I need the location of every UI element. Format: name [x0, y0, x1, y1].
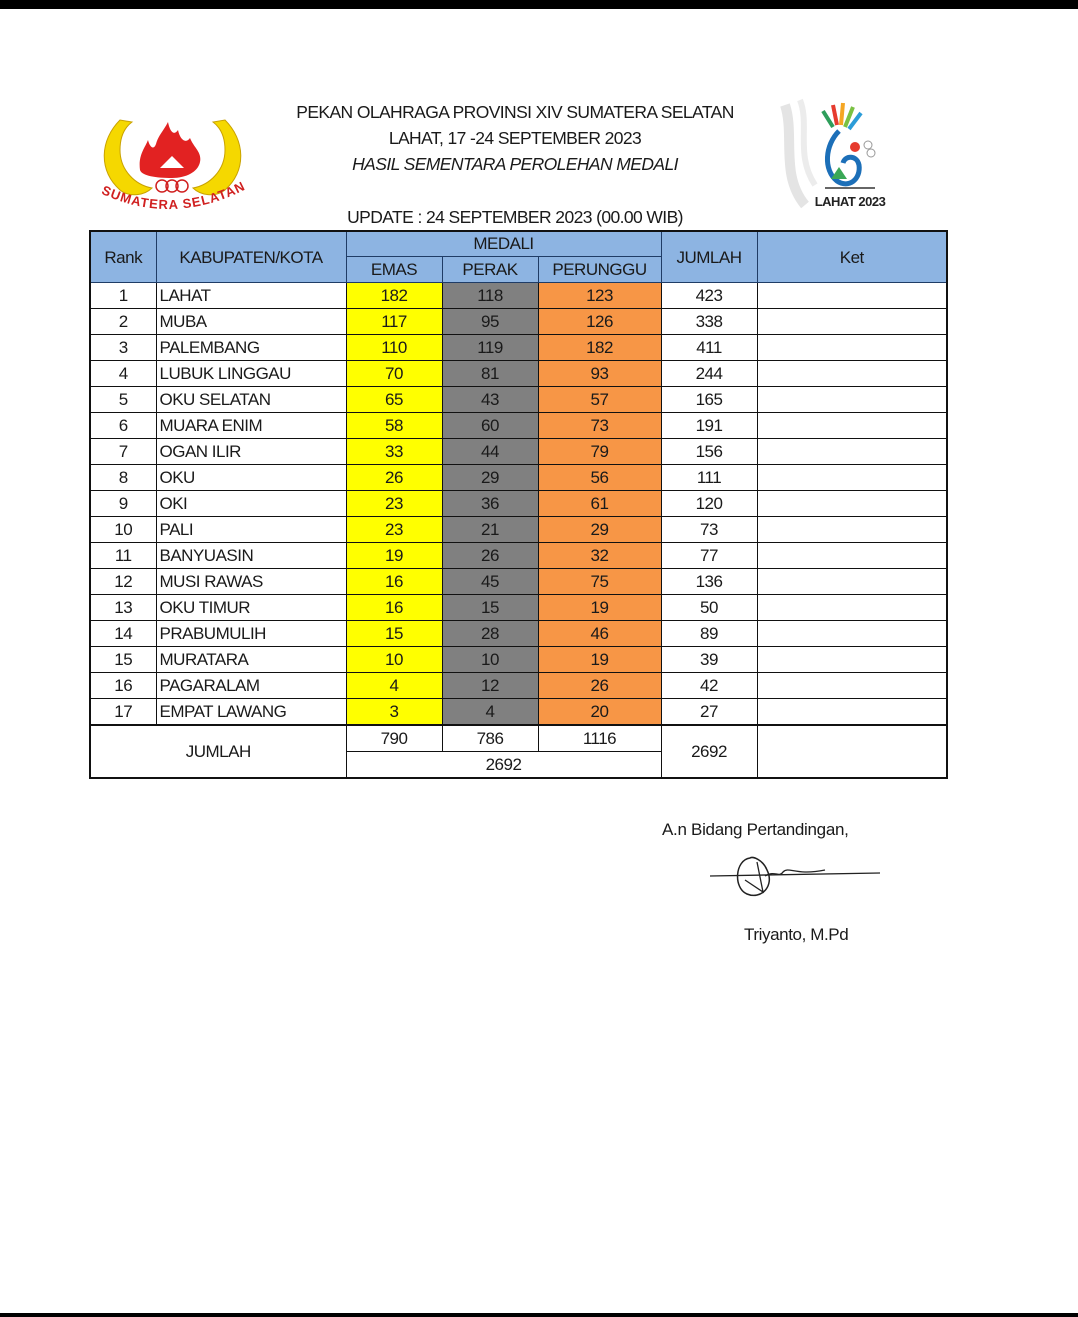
remarks-cell — [757, 361, 947, 387]
standings-body — [90, 283, 947, 726]
region-name-cell: OKU SELATAN — [156, 387, 346, 413]
gold-count-cell: 16 — [346, 595, 442, 621]
silver-count-cell: 119 — [442, 335, 538, 361]
header-region: KABUPATEN/KOTA — [156, 231, 346, 283]
bronze-count-cell: 32 — [538, 543, 661, 569]
remarks-cell — [757, 309, 947, 335]
silver-count-cell: 81 — [442, 361, 538, 387]
silver-count-cell: 43 — [442, 387, 538, 413]
total-count-cell: 191 — [661, 413, 757, 439]
remarks-cell — [757, 517, 947, 543]
silver-count-cell: 36 — [442, 491, 538, 517]
remarks-cell — [757, 647, 947, 673]
region-name-cell: PRABUMULIH — [156, 621, 346, 647]
silver-count-cell: 95 — [442, 309, 538, 335]
rank-cell: 9 — [90, 491, 156, 517]
total-jumlah: 2692 — [661, 725, 757, 778]
header-perunggu: PERUNGGU — [538, 257, 661, 283]
region-name-cell: EMPAT LAWANG — [156, 699, 346, 726]
header-perak: PERAK — [442, 257, 538, 283]
region-name-cell: BANYUASIN — [156, 543, 346, 569]
region-name-cell: MURATARA — [156, 647, 346, 673]
table-row — [90, 413, 947, 439]
silver-count-cell: 26 — [442, 543, 538, 569]
gold-count-cell: 117 — [346, 309, 442, 335]
silver-count-cell: 10 — [442, 647, 538, 673]
bronze-count-cell: 57 — [538, 387, 661, 413]
gold-count-cell: 26 — [346, 465, 442, 491]
silver-count-cell: 118 — [442, 283, 538, 309]
gold-count-cell: 182 — [346, 283, 442, 309]
handwritten-signature — [705, 848, 885, 910]
table-row — [90, 517, 947, 543]
bottom-border-bar — [0, 1313, 1078, 1317]
table-row — [90, 621, 947, 647]
document-subtitle: HASIL SEMENTARA PEROLEHAN MEDALI — [352, 154, 678, 174]
region-name-cell: PAGARALAM — [156, 673, 346, 699]
total-medal-sum: 2692 — [346, 752, 661, 779]
event-location-date: LAHAT, 17 -24 SEPTEMBER 2023 — [388, 128, 642, 148]
event-title: PEKAN OLAHRAGA PROVINSI XIV SUMATERA SELATAN — [296, 102, 734, 122]
rank-cell: 8 — [90, 465, 156, 491]
rank-cell: 6 — [90, 413, 156, 439]
region-name-cell: MUSI RAWAS — [156, 569, 346, 595]
remarks-cell — [757, 543, 947, 569]
medal-standings-table — [89, 230, 948, 779]
silver-count-cell: 12 — [442, 673, 538, 699]
svg-text:LAHAT 2023: LAHAT 2023 — [814, 194, 886, 209]
rank-cell: 14 — [90, 621, 156, 647]
rank-cell: 10 — [90, 517, 156, 543]
silver-count-cell: 45 — [442, 569, 538, 595]
table-row — [90, 309, 947, 335]
lahat-2023-logo — [775, 95, 895, 220]
total-count-cell: 136 — [661, 569, 757, 595]
bronze-count-cell: 19 — [538, 647, 661, 673]
total-count-cell: 89 — [661, 621, 757, 647]
silver-count-cell: 60 — [442, 413, 538, 439]
remarks-cell — [757, 621, 947, 647]
total-count-cell: 411 — [661, 335, 757, 361]
silver-count-cell: 28 — [442, 621, 538, 647]
remarks-cell — [757, 335, 947, 361]
bronze-count-cell: 19 — [538, 595, 661, 621]
gold-count-cell: 58 — [346, 413, 442, 439]
region-name-cell: OKU TIMUR — [156, 595, 346, 621]
table-row — [90, 465, 947, 491]
silver-count-cell: 29 — [442, 465, 538, 491]
gold-count-cell: 15 — [346, 621, 442, 647]
region-name-cell: LAHAT — [156, 283, 346, 309]
table-row — [90, 439, 947, 465]
rank-cell: 15 — [90, 647, 156, 673]
gold-count-cell: 16 — [346, 569, 442, 595]
region-name-cell: PALEMBANG — [156, 335, 346, 361]
rank-cell: 13 — [90, 595, 156, 621]
total-count-cell: 244 — [661, 361, 757, 387]
bronze-count-cell: 123 — [538, 283, 661, 309]
bronze-count-cell: 93 — [538, 361, 661, 387]
bronze-count-cell: 29 — [538, 517, 661, 543]
rank-cell: 3 — [90, 335, 156, 361]
rank-cell: 2 — [90, 309, 156, 335]
table-row — [90, 569, 947, 595]
bronze-count-cell: 79 — [538, 439, 661, 465]
remarks-cell — [757, 673, 947, 699]
rank-cell: 16 — [90, 673, 156, 699]
total-emas: 790 — [346, 725, 442, 752]
remarks-cell — [757, 595, 947, 621]
total-ket — [757, 725, 947, 778]
table-row — [90, 647, 947, 673]
bronze-count-cell: 182 — [538, 335, 661, 361]
bronze-count-cell: 61 — [538, 491, 661, 517]
update-timestamp: UPDATE : 24 SEPTEMBER 2023 (00.00 WIB) — [347, 207, 683, 227]
remarks-cell — [757, 387, 947, 413]
remarks-cell — [757, 413, 947, 439]
bronze-count-cell: 73 — [538, 413, 661, 439]
signatory-name: Triyanto, M.Pd — [744, 925, 849, 944]
remarks-cell — [757, 569, 947, 595]
total-count-cell: 50 — [661, 595, 757, 621]
silver-count-cell: 21 — [442, 517, 538, 543]
gold-count-cell: 33 — [346, 439, 442, 465]
gold-count-cell: 23 — [346, 491, 442, 517]
bronze-count-cell: 56 — [538, 465, 661, 491]
rank-cell: 12 — [90, 569, 156, 595]
region-name-cell: LUBUK LINGGAU — [156, 361, 346, 387]
header-jumlah: JUMLAH — [661, 231, 757, 283]
remarks-cell — [757, 465, 947, 491]
rank-cell: 4 — [90, 361, 156, 387]
bronze-count-cell: 26 — [538, 673, 661, 699]
bronze-count-cell: 126 — [538, 309, 661, 335]
remarks-cell — [757, 439, 947, 465]
remarks-cell — [757, 283, 947, 309]
total-count-cell: 39 — [661, 647, 757, 673]
rank-cell: 17 — [90, 699, 156, 726]
region-name-cell: OKI — [156, 491, 346, 517]
header-ket: Ket — [757, 231, 947, 283]
totals-row — [90, 725, 947, 752]
table-row — [90, 673, 947, 699]
table-row — [90, 543, 947, 569]
rank-cell: 1 — [90, 283, 156, 309]
total-count-cell: 111 — [661, 465, 757, 491]
total-count-cell: 77 — [661, 543, 757, 569]
bronze-count-cell: 46 — [538, 621, 661, 647]
silver-count-cell: 15 — [442, 595, 538, 621]
header-emas: EMAS — [346, 257, 442, 283]
total-perak: 786 — [442, 725, 538, 752]
gold-count-cell: 3 — [346, 699, 442, 726]
total-count-cell: 338 — [661, 309, 757, 335]
header-rank: Rank — [90, 231, 156, 283]
svg-text:SUMATERA SELATAN: SUMATERA SELATAN — [99, 178, 248, 213]
sumatera-selatan-logo — [90, 100, 255, 220]
region-name-cell: OKU — [156, 465, 346, 491]
total-count-cell: 423 — [661, 283, 757, 309]
table-row — [90, 361, 947, 387]
total-count-cell: 73 — [661, 517, 757, 543]
signature-label: A.n Bidang Pertandingan, — [662, 820, 849, 839]
total-perunggu: 1116 — [538, 725, 661, 752]
rank-cell: 11 — [90, 543, 156, 569]
total-count-cell: 27 — [661, 699, 757, 726]
region-name-cell: OGAN ILIR — [156, 439, 346, 465]
rank-cell: 5 — [90, 387, 156, 413]
silver-count-cell: 4 — [442, 699, 538, 726]
gold-count-cell: 110 — [346, 335, 442, 361]
remarks-cell — [757, 491, 947, 517]
table-row — [90, 387, 947, 413]
gold-count-cell: 23 — [346, 517, 442, 543]
total-count-cell: 156 — [661, 439, 757, 465]
rank-cell: 7 — [90, 439, 156, 465]
silver-count-cell: 44 — [442, 439, 538, 465]
table-row — [90, 491, 947, 517]
gold-count-cell: 10 — [346, 647, 442, 673]
gold-count-cell: 19 — [346, 543, 442, 569]
totals-label: JUMLAH — [90, 725, 346, 778]
table-row — [90, 335, 947, 361]
top-border-bar — [0, 0, 1078, 9]
table-row — [90, 595, 947, 621]
header-medali: MEDALI — [346, 231, 661, 257]
region-name-cell: MUARA ENIM — [156, 413, 346, 439]
region-name-cell: PALI — [156, 517, 346, 543]
table-row — [90, 283, 947, 309]
gold-count-cell: 70 — [346, 361, 442, 387]
table-row — [90, 699, 947, 726]
remarks-cell — [757, 699, 947, 726]
total-count-cell: 165 — [661, 387, 757, 413]
bronze-count-cell: 75 — [538, 569, 661, 595]
total-count-cell: 42 — [661, 673, 757, 699]
total-count-cell: 120 — [661, 491, 757, 517]
bronze-count-cell: 20 — [538, 699, 661, 726]
gold-count-cell: 65 — [346, 387, 442, 413]
gold-count-cell: 4 — [346, 673, 442, 699]
region-name-cell: MUBA — [156, 309, 346, 335]
